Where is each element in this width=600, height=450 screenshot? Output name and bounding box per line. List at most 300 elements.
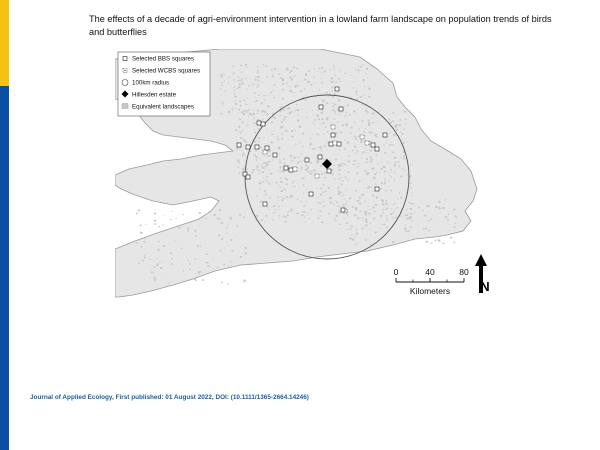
- landscape-speckle: [355, 69, 356, 70]
- landscape-speckle: [261, 160, 262, 161]
- landscape-speckle: [315, 171, 316, 172]
- landscape-speckle: [244, 141, 245, 142]
- landscape-speckle: [398, 166, 400, 167]
- landscape-speckle: [326, 149, 327, 150]
- landscape-speckle: [423, 228, 425, 229]
- landscape-speckle: [289, 196, 291, 198]
- landscape-speckle: [262, 167, 264, 169]
- landscape-speckle: [356, 163, 357, 164]
- landscape-speckle: [349, 155, 351, 156]
- landscape-speckle: [320, 215, 321, 216]
- landscape-speckle: [347, 157, 348, 158]
- landscape-speckle: [234, 94, 235, 95]
- landscape-speckle: [198, 273, 199, 274]
- landscape-speckle: [202, 279, 204, 281]
- landscape-speckle: [326, 113, 327, 114]
- landscape-speckle: [270, 173, 272, 175]
- landscape-speckle: [365, 212, 367, 214]
- landscape-speckle: [365, 214, 367, 215]
- landscape-speckle: [301, 215, 303, 217]
- landscape-speckle: [256, 156, 258, 158]
- scale-tick-label-40: 40: [425, 267, 435, 277]
- landscape-speckle: [448, 213, 450, 214]
- bbs-square-marker: [319, 105, 323, 109]
- landscape-speckle: [337, 109, 338, 110]
- landscape-speckle: [366, 148, 367, 149]
- landscape-speckle: [386, 227, 388, 229]
- landscape-speckle: [254, 122, 256, 124]
- landscape-speckle: [241, 151, 242, 152]
- landscape-speckle: [332, 90, 334, 91]
- landscape-speckle: [263, 137, 264, 138]
- landscape-speckle: [189, 263, 191, 264]
- landscape-speckle: [314, 68, 315, 69]
- landscape-speckle: [282, 134, 284, 135]
- landscape-speckle: [309, 173, 311, 175]
- landscape-speckle: [262, 181, 264, 182]
- landscape-speckle: [290, 155, 292, 157]
- landscape-speckle: [269, 170, 270, 171]
- landscape-speckle: [364, 201, 366, 202]
- landscape-speckle: [254, 79, 255, 80]
- landscape-speckle: [373, 176, 374, 177]
- landscape-speckle: [342, 196, 343, 197]
- landscape-speckle: [297, 163, 299, 164]
- landscape-speckle: [297, 85, 299, 87]
- landscape-speckle: [402, 168, 404, 169]
- landscape-speckle: [408, 213, 409, 214]
- landscape-speckle: [366, 158, 368, 160]
- landscape-speckle: [233, 82, 234, 83]
- landscape-speckle: [354, 146, 356, 147]
- landscape-speckle: [195, 236, 197, 237]
- landscape-speckle: [325, 126, 327, 127]
- landscape-speckle: [352, 150, 354, 152]
- landscape-speckle: [361, 228, 363, 230]
- accent-side-bar: [0, 0, 9, 450]
- landscape-speckle: [232, 65, 234, 66]
- landscape-speckle: [170, 252, 172, 254]
- landscape-speckle: [230, 85, 231, 86]
- landscape-speckle: [431, 243, 433, 244]
- landscape-speckle: [281, 190, 283, 192]
- landscape-speckle: [386, 208, 388, 210]
- landscape-speckle: [194, 230, 196, 232]
- landscape-speckle: [294, 76, 296, 77]
- landscape-speckle: [370, 244, 371, 245]
- landscape-speckle: [324, 177, 326, 179]
- landscape-speckle: [236, 142, 237, 143]
- landscape-speckle: [263, 115, 264, 116]
- landscape-speckle: [303, 192, 304, 193]
- wcbs-square-marker: [293, 167, 297, 171]
- landscape-speckle: [143, 241, 145, 243]
- landscape-speckle: [310, 138, 311, 139]
- landscape-speckle: [311, 171, 313, 172]
- landscape-speckle: [410, 227, 412, 229]
- landscape-speckle: [380, 168, 382, 170]
- landscape-speckle: [385, 142, 386, 143]
- landscape-speckle: [317, 161, 319, 163]
- landscape-speckle: [394, 210, 395, 211]
- landscape-speckle: [276, 210, 277, 211]
- bbs-square-marker: [273, 153, 277, 157]
- landscape-speckle: [261, 82, 262, 83]
- landscape-speckle: [212, 259, 213, 260]
- landscape-speckle: [392, 241, 394, 243]
- landscape-speckle: [154, 277, 156, 279]
- landscape-speckle: [159, 251, 160, 252]
- landscape-speckle: [338, 78, 340, 80]
- landscape-speckle: [450, 237, 452, 239]
- landscape-speckle: [200, 271, 202, 272]
- landscape-speckle: [255, 141, 257, 143]
- landscape-speckle: [259, 173, 260, 174]
- landscape-speckle: [299, 162, 300, 163]
- landscape-speckle: [401, 215, 402, 216]
- landscape-speckle: [320, 123, 321, 124]
- landscape-speckle: [312, 115, 313, 116]
- landscape-speckle: [141, 246, 143, 247]
- landscape-speckle: [232, 108, 234, 109]
- landscape-speckle: [317, 133, 319, 134]
- landscape-speckle: [284, 189, 286, 191]
- landscape-speckle: [343, 204, 344, 205]
- accent-blue-strip: [0, 86, 9, 450]
- landscape-speckle: [346, 201, 347, 202]
- landscape-speckle: [153, 266, 155, 268]
- landscape-speckle: [206, 218, 208, 219]
- landscape-speckle: [317, 202, 318, 203]
- wcbs-square-marker: [315, 174, 319, 178]
- landscape-speckle: [239, 70, 240, 71]
- landscape-speckle: [361, 194, 363, 195]
- landscape-speckle: [255, 98, 256, 99]
- landscape-speckle: [312, 134, 313, 135]
- landscape-speckle: [300, 161, 301, 162]
- landscape-speckle: [335, 200, 336, 201]
- landscape-speckle: [300, 90, 302, 92]
- landscape-speckle: [366, 152, 367, 153]
- landscape-speckle: [280, 181, 282, 183]
- landscape-speckle: [301, 167, 303, 169]
- landscape-speckle: [340, 115, 341, 116]
- landscape-speckle: [234, 86, 235, 87]
- bbs-square-marker: [327, 169, 331, 173]
- landscape-speckle: [306, 189, 307, 190]
- landscape-speckle: [413, 160, 414, 161]
- landscape-speckle: [381, 182, 383, 184]
- landscape-speckle: [342, 163, 344, 164]
- landscape-speckle: [399, 124, 401, 126]
- landscape-speckle: [224, 75, 225, 76]
- landscape-speckle: [267, 129, 268, 130]
- landscape-speckle: [445, 199, 447, 200]
- landscape-speckle: [238, 109, 240, 111]
- landscape-speckle: [351, 226, 353, 228]
- landscape-speckle: [280, 115, 281, 116]
- landscape-speckle: [280, 127, 282, 129]
- landscape-speckle: [356, 229, 358, 230]
- landscape-speckle: [374, 122, 375, 123]
- landscape-speckle: [295, 109, 297, 111]
- landscape-speckle: [393, 112, 395, 113]
- landscape-speckle: [388, 181, 389, 182]
- landscape-speckle: [287, 179, 289, 180]
- landscape-speckle: [238, 80, 240, 81]
- landscape-speckle: [346, 190, 347, 191]
- landscape-speckle: [354, 122, 356, 123]
- landscape-speckle: [241, 72, 242, 73]
- landscape-speckle: [394, 157, 396, 159]
- landscape-speckle: [246, 98, 247, 99]
- landscape-speckle: [392, 212, 394, 213]
- landscape-speckle: [372, 122, 374, 123]
- landscape-speckle: [267, 95, 268, 96]
- landscape-speckle: [353, 164, 355, 165]
- landscape-speckle: [357, 172, 359, 173]
- landscape-speckle: [404, 228, 406, 230]
- landscape-speckle: [376, 154, 378, 155]
- landscape-speckle: [227, 245, 228, 246]
- landscape-speckle: [258, 167, 259, 168]
- landscape-speckle: [298, 213, 299, 214]
- landscape-speckle: [235, 130, 237, 132]
- landscape-speckle: [163, 277, 164, 278]
- landscape-speckle: [236, 150, 237, 151]
- landscape-speckle: [367, 160, 368, 161]
- landscape-speckle: [312, 110, 313, 111]
- landscape-speckle: [412, 220, 413, 221]
- landscape-speckle: [356, 94, 357, 95]
- landscape-speckle: [310, 84, 312, 86]
- landscape-speckle: [374, 211, 375, 212]
- landscape-speckle: [291, 79, 293, 81]
- landscape-speckle: [155, 223, 157, 225]
- landscape-speckle: [290, 86, 291, 87]
- landscape-speckle: [299, 142, 300, 143]
- landscape-speckle: [195, 280, 197, 281]
- landscape-speckle: [390, 163, 391, 164]
- landscape-speckle: [312, 209, 313, 210]
- landscape-speckle: [382, 209, 384, 210]
- landscape-speckle: [334, 119, 336, 120]
- landscape-speckle: [279, 154, 280, 155]
- landscape-speckle: [320, 153, 321, 154]
- landscape-speckle: [341, 184, 343, 185]
- landscape-speckle: [391, 176, 392, 177]
- wcbs-square-marker: [331, 125, 335, 129]
- landscape-speckle: [321, 82, 323, 84]
- landscape-speckle: [321, 112, 323, 114]
- landscape-speckle: [274, 117, 276, 119]
- landscape-speckle: [370, 65, 371, 66]
- landscape-speckle: [274, 84, 276, 86]
- landscape-speckle: [246, 104, 248, 105]
- landscape-speckle: [306, 110, 307, 111]
- landscape-speckle: [328, 117, 329, 118]
- landscape-speckle: [317, 147, 318, 148]
- landscape-speckle: [353, 81, 354, 82]
- landscape-speckle: [388, 172, 389, 173]
- landscape-speckle: [175, 240, 176, 241]
- landscape-speckle: [322, 122, 324, 124]
- landscape-speckle: [323, 205, 325, 206]
- landscape-speckle: [245, 247, 247, 249]
- landscape-speckle: [223, 73, 224, 74]
- landscape-speckle: [386, 215, 387, 216]
- landscape-speckle: [322, 151, 323, 152]
- landscape-speckle: [171, 258, 173, 260]
- landscape-speckle: [280, 172, 281, 173]
- landscape-speckle: [284, 221, 286, 223]
- landscape-speckle: [221, 282, 223, 283]
- landscape-speckle: [335, 104, 337, 106]
- landscape-speckle: [373, 167, 375, 169]
- landscape-speckle: [162, 261, 163, 262]
- landscape-speckle: [240, 137, 242, 139]
- landscape-speckle: [411, 195, 412, 196]
- landscape-speckle: [357, 200, 359, 202]
- landscape-speckle: [397, 207, 398, 208]
- landscape-speckle: [241, 156, 242, 157]
- landscape-speckle: [271, 122, 273, 124]
- accent-yellow-strip: [0, 0, 9, 86]
- legend-symbol-bbs: [123, 57, 127, 61]
- landscape-speckle: [318, 128, 319, 129]
- landscape-speckle: [265, 194, 267, 196]
- landscape-speckle: [334, 67, 335, 68]
- landscape-speckle: [319, 89, 320, 90]
- landscape-speckle: [325, 170, 326, 171]
- landscape-speckle: [364, 95, 365, 96]
- landscape-speckle: [227, 284, 229, 285]
- landscape-speckle: [306, 117, 307, 118]
- landscape-speckle: [394, 221, 395, 222]
- landscape-speckle: [255, 220, 256, 221]
- landscape-speckle: [400, 131, 401, 132]
- landscape-speckle: [287, 215, 289, 217]
- landscape-speckle: [266, 114, 267, 115]
- slide-title: The effects of a decade of agri-environment intervention in a lowland farm landscape on population trends of birds and butterflies: [89, 14, 552, 37]
- landscape-speckle: [253, 110, 254, 111]
- landscape-speckle: [236, 88, 238, 89]
- landscape-speckle: [157, 263, 158, 264]
- landscape-speckle: [245, 78, 247, 79]
- landscape-speckle: [321, 119, 323, 121]
- landscape-speckle: [355, 136, 356, 137]
- landscape-speckle: [365, 135, 367, 136]
- landscape-speckle: [435, 240, 437, 242]
- landscape-speckle: [379, 229, 380, 230]
- landscape-speckle: [257, 113, 259, 114]
- landscape-speckle: [401, 133, 403, 135]
- landscape-speckle: [379, 111, 380, 112]
- landscape-speckle: [281, 199, 283, 201]
- landscape-speckle: [325, 173, 327, 174]
- landscape-speckle: [303, 177, 305, 179]
- landscape-speckle: [411, 188, 412, 189]
- landscape-speckle: [363, 179, 364, 180]
- landscape-speckle: [381, 224, 382, 225]
- landscape-speckle: [369, 206, 370, 207]
- landscape-speckle: [396, 129, 398, 131]
- landscape-speckle: [350, 97, 351, 98]
- landscape-speckle: [335, 113, 336, 114]
- landscape-speckle: [240, 149, 241, 150]
- landscape-speckle: [221, 85, 223, 86]
- landscape-speckle: [278, 206, 280, 207]
- landscape-speckle: [375, 204, 377, 206]
- landscape-speckle: [237, 226, 239, 227]
- landscape-speckle: [217, 218, 219, 220]
- landscape-speckle: [318, 90, 319, 91]
- landscape-speckle: [396, 124, 398, 125]
- landscape-speckle: [163, 215, 164, 216]
- landscape-speckle: [238, 77, 240, 78]
- landscape-speckle: [303, 185, 305, 186]
- landscape-speckle: [157, 249, 159, 251]
- landscape-speckle: [423, 210, 424, 211]
- landscape-speckle: [258, 137, 260, 139]
- landscape-speckle: [425, 228, 427, 230]
- landscape-speckle: [287, 131, 288, 132]
- landscape-speckle: [371, 113, 373, 115]
- landscape-speckle: [183, 270, 184, 271]
- landscape-speckle: [345, 115, 347, 116]
- landscape-speckle: [330, 202, 332, 204]
- landscape-speckle: [358, 129, 360, 130]
- landscape-speckle: [151, 271, 153, 273]
- landscape-speckle: [264, 95, 266, 96]
- landscape-speckle: [350, 86, 351, 87]
- landscape-speckle: [226, 233, 228, 234]
- landscape-speckle: [367, 191, 368, 192]
- landscape-speckle: [322, 100, 324, 102]
- landscape-speckle: [292, 67, 293, 68]
- landscape-speckle: [176, 218, 177, 219]
- landscape-speckle: [178, 227, 180, 229]
- landscape-speckle: [371, 142, 372, 143]
- landscape-speckle: [335, 82, 336, 83]
- landscape-speckle: [221, 238, 223, 240]
- landscape-speckle: [234, 96, 236, 98]
- landscape-speckle: [188, 227, 189, 228]
- landscape-speckle: [271, 69, 273, 71]
- landscape-speckle: [224, 91, 225, 92]
- landscape-speckle: [343, 194, 345, 195]
- landscape-speckle: [270, 197, 272, 198]
- landscape-speckle: [365, 162, 367, 164]
- landscape-speckle: [345, 73, 346, 74]
- landscape-speckle: [240, 65, 242, 67]
- landscape-speckle: [267, 176, 269, 177]
- landscape-speckle: [256, 166, 258, 168]
- landscape-speckle: [339, 178, 341, 179]
- landscape-speckle: [313, 124, 314, 125]
- landscape-speckle: [257, 110, 259, 112]
- landscape-speckle: [362, 218, 363, 219]
- landscape-speckle: [320, 194, 322, 196]
- landscape-speckle: [270, 65, 271, 66]
- landscape-speckle: [385, 200, 386, 201]
- landscape-speckle: [338, 191, 340, 193]
- landscape-speckle: [254, 84, 255, 85]
- landscape-speckle: [154, 209, 155, 210]
- landscape-speckle: [228, 83, 230, 84]
- landscape-speckle: [392, 218, 394, 219]
- landscape-speckle: [272, 221, 273, 222]
